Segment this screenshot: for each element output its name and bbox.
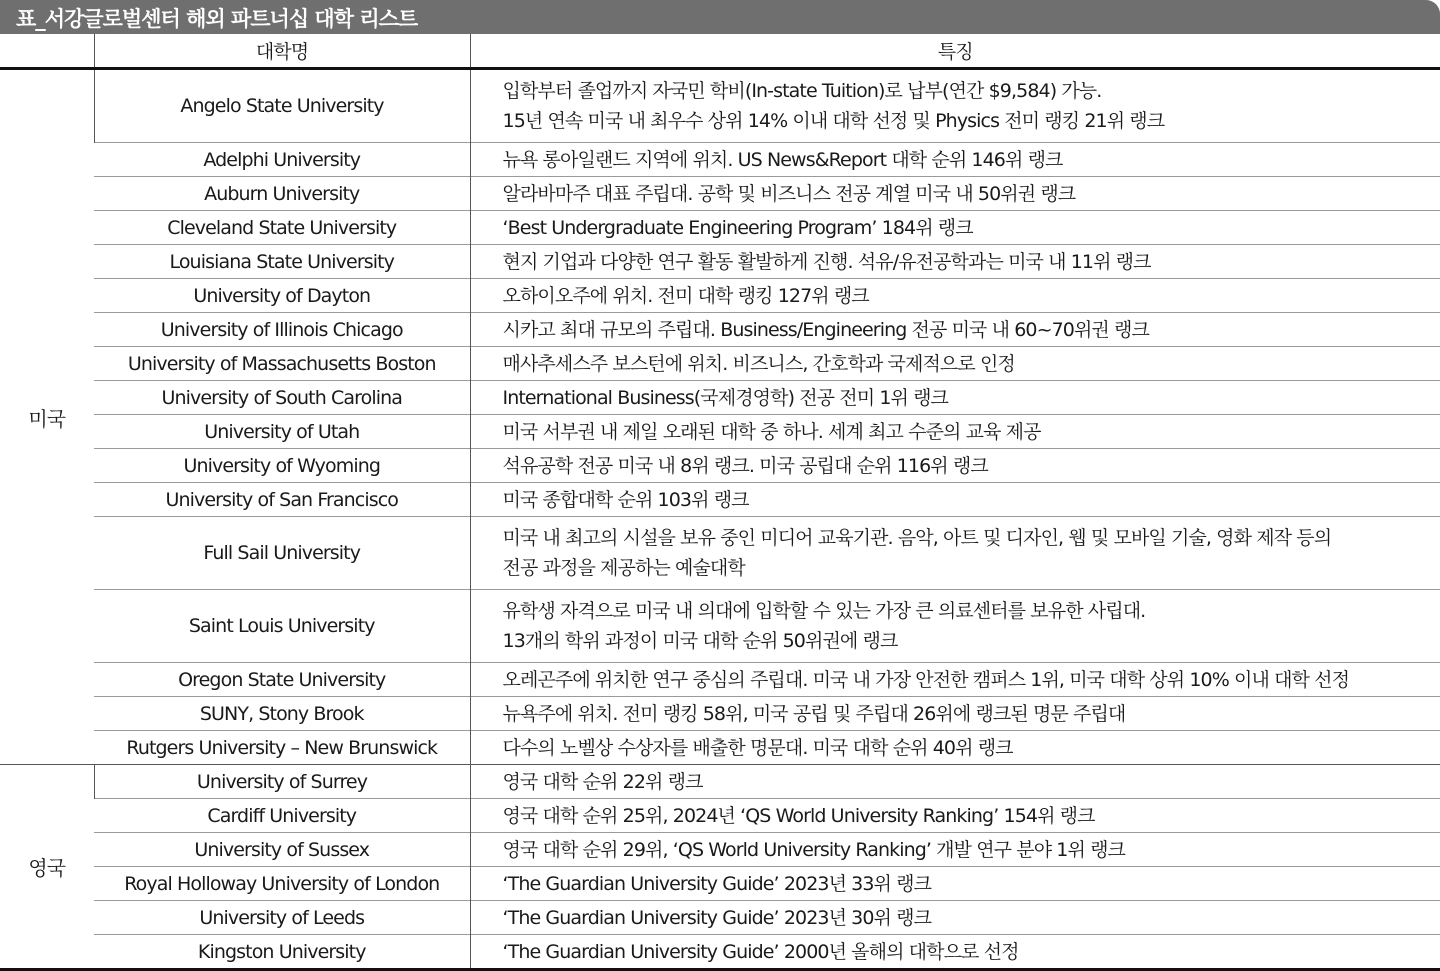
- table-row: [0, 663, 1440, 697]
- features-cell: [470, 590, 1440, 663]
- university-name-cell: Auburn University: [94, 177, 470, 211]
- university-name-cell: University of Dayton: [94, 279, 470, 313]
- feature-line: 유학생 자격으로 미국 내 의대에 입학할 수 있는 가장 큰 의료센터를 보유한 사립대.: [503, 596, 1440, 626]
- university-name-cell: Oregon State University: [94, 663, 470, 697]
- table-row: [0, 901, 1440, 935]
- features-cell: [470, 211, 1440, 245]
- features-cell: [470, 381, 1440, 415]
- features-cell: [470, 313, 1440, 347]
- feature-line: 영국 대학 순위 29위, ‘QS World University Ranking’ 개발 연구 분야 1위 랭크: [503, 835, 1440, 865]
- feature-line: 13개의 학위 과정이 미국 대학 순위 50위권에 랭크: [503, 626, 1440, 656]
- feature-line: 매사추세스주 보스턴에 위치. 비즈니스, 간호학과 국제적으로 인정: [503, 349, 1440, 379]
- feature-line: 미국 내 최고의 시설을 보유 중인 미디어 교육기관. 음악, 아트 및 디자인, 웹 및 모바일 기술, 영화 제작 등의: [503, 523, 1440, 553]
- features-cell: [470, 177, 1440, 211]
- features-cell: [470, 143, 1440, 177]
- university-name-cell: Kingston University: [94, 935, 470, 970]
- university-name-cell: University of South Carolina: [94, 381, 470, 415]
- table-row: [0, 697, 1440, 731]
- university-name-cell: University of Utah: [94, 415, 470, 449]
- university-name-cell: University of Illinois Chicago: [94, 313, 470, 347]
- features-cell: [470, 347, 1440, 381]
- features-cell: [470, 867, 1440, 901]
- feature-line: 15년 연속 미국 내 최우수 상위 14% 이내 대학 선정 및 Physics 전미 랭킹 21위 랭크: [503, 106, 1440, 136]
- table-row: [0, 245, 1440, 279]
- features-cell: [470, 415, 1440, 449]
- table-row: [0, 347, 1440, 381]
- university-name-cell: Rutgers University – New Brunswick: [94, 731, 470, 765]
- country-cell: 영국: [0, 765, 94, 970]
- table-row: [0, 449, 1440, 483]
- title-bar: [0, 0, 1440, 34]
- features-cell: [470, 279, 1440, 313]
- feature-line: 미국 종합대학 순위 103위 랭크: [503, 485, 1440, 515]
- feature-line: 시카고 최대 규모의 주립대. Business/Engineering 전공 미국 내 60~70위권 랭크: [503, 315, 1440, 345]
- features-cell: [470, 765, 1440, 799]
- university-name-cell: University of Wyoming: [94, 449, 470, 483]
- table-row: [0, 279, 1440, 313]
- feature-line: International Business(국제경영학) 전공 전미 1위 랭크: [503, 383, 1440, 413]
- university-name-cell: Louisiana State University: [94, 245, 470, 279]
- features-cell: [470, 731, 1440, 765]
- table-body: [0, 69, 1440, 970]
- features-cell: [470, 449, 1440, 483]
- feature-line: 오레곤주에 위치한 연구 중심의 주립대. 미국 내 가장 안전한 캠퍼스 1위, 미국 대학 상위 10% 이내 대학 선정: [503, 665, 1440, 695]
- university-name-cell: Cardiff University: [94, 799, 470, 833]
- table-row: [0, 177, 1440, 211]
- features-cell: [470, 483, 1440, 517]
- university-name-cell: University of Sussex: [94, 833, 470, 867]
- features-cell: [470, 697, 1440, 731]
- features-cell: [470, 245, 1440, 279]
- partner-university-table: [0, 34, 1440, 971]
- feature-line: 알라바마주 대표 주립대. 공학 및 비즈니스 전공 계열 미국 내 50위권 랭크: [503, 179, 1440, 209]
- table-row: [0, 381, 1440, 415]
- university-name-cell: University of Massachusetts Boston: [94, 347, 470, 381]
- feature-line: 뉴욕주에 위치. 전미 랭킹 58위, 미국 공립 및 주립대 26위에 랭크된 명문 주립대: [503, 699, 1440, 729]
- feature-line: 다수의 노벨상 수상자를 배출한 명문대. 미국 대학 순위 40위 랭크: [503, 733, 1440, 763]
- feature-line: 전공 과정을 제공하는 예술대학: [503, 553, 1440, 583]
- features-cell: [470, 517, 1440, 590]
- features-cell: [470, 901, 1440, 935]
- feature-line: ‘The Guardian University Guide’ 2023년 33위 랭크: [503, 869, 1440, 899]
- university-name-cell: Angelo State University: [94, 69, 470, 143]
- table-row: [0, 765, 1440, 799]
- features-cell: [470, 935, 1440, 970]
- university-name-cell: University of Leeds: [94, 901, 470, 935]
- feature-line: 현지 기업과 다양한 연구 활동 활발하게 진행. 석유/유전공학과는 미국 내 11위 랭크: [503, 247, 1440, 277]
- feature-line: 영국 대학 순위 25위, 2024년 ‘QS World University Ranking’ 154위 랭크: [503, 801, 1440, 831]
- feature-line: 영국 대학 순위 22위 랭크: [503, 767, 1440, 797]
- feature-line: 입학부터 졸업까지 자국민 학비(In-state Tuition)로 납부(연간 $9,584) 가능.: [503, 76, 1440, 106]
- features-cell: [470, 833, 1440, 867]
- table-row: [0, 590, 1440, 663]
- table-title: 표_서강글로벌센터 해외 파트너십 대학 리스트: [16, 3, 417, 33]
- feature-line: 석유공학 전공 미국 내 8위 랭크. 미국 공립대 순위 116위 랭크: [503, 451, 1440, 481]
- table-row: [0, 483, 1440, 517]
- feature-line: 미국 서부권 내 제일 오래된 대학 중 하나. 세계 최고 수준의 교육 제공: [503, 417, 1440, 447]
- table-row: [0, 799, 1440, 833]
- features-cell: [470, 69, 1440, 143]
- header-university: 대학명: [94, 34, 470, 69]
- university-name-cell: SUNY, Stony Brook: [94, 697, 470, 731]
- feature-line: 오하이오주에 위치. 전미 대학 랭킹 127위 랭크: [503, 281, 1440, 311]
- table-row: [0, 867, 1440, 901]
- university-name-cell: Royal Holloway University of London: [94, 867, 470, 901]
- header-features: 특징: [470, 34, 1440, 69]
- table-row: [0, 731, 1440, 765]
- university-name-cell: University of Surrey: [94, 765, 470, 799]
- features-cell: [470, 663, 1440, 697]
- table-row: [0, 313, 1440, 347]
- table-row: [0, 935, 1440, 970]
- feature-line: 뉴욕 롱아일랜드 지역에 위치. US News&Report 대학 순위 146위 랭크: [503, 145, 1440, 175]
- features-cell: [470, 799, 1440, 833]
- table-row: [0, 833, 1440, 867]
- header-row: [0, 34, 1440, 69]
- country-cell: 미국: [0, 69, 94, 765]
- table-row: [0, 415, 1440, 449]
- university-name-cell: Cleveland State University: [94, 211, 470, 245]
- table-row: [0, 211, 1440, 245]
- feature-line: ‘The Guardian University Guide’ 2000년 올해의 대학으로 선정: [503, 937, 1440, 967]
- university-name-cell: Adelphi University: [94, 143, 470, 177]
- header-country: [0, 34, 94, 69]
- feature-line: ‘The Guardian University Guide’ 2023년 30위 랭크: [503, 903, 1440, 933]
- table-row: [0, 69, 1440, 143]
- university-name-cell: Saint Louis University: [94, 590, 470, 663]
- table-row: [0, 517, 1440, 590]
- table-row: [0, 143, 1440, 177]
- university-name-cell: Full Sail University: [94, 517, 470, 590]
- university-name-cell: University of San Francisco: [94, 483, 470, 517]
- feature-line: ‘Best Undergraduate Engineering Program’ 184위 랭크: [503, 213, 1440, 243]
